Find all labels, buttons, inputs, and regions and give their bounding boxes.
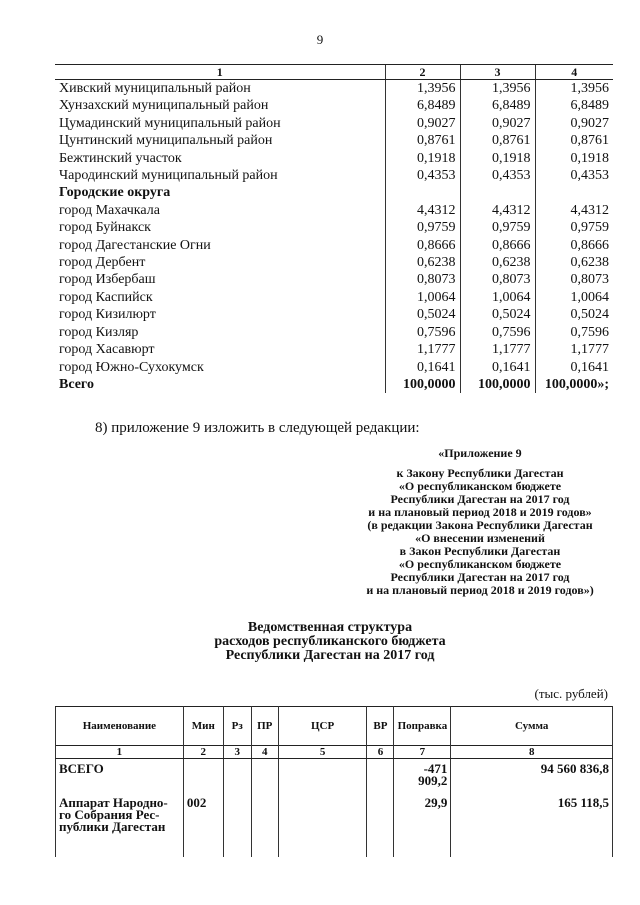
table-row bbox=[55, 97, 613, 114]
column-number: 6 bbox=[367, 746, 394, 759]
column-header: Наименование bbox=[56, 707, 184, 746]
row-value: 4,4312 bbox=[535, 202, 613, 219]
row-name: Хунзахский муниципальный район bbox=[59, 98, 269, 114]
column-header: 2 bbox=[385, 65, 460, 80]
table-cell: ВСЕГО bbox=[56, 759, 184, 788]
table-cell: 29,9 bbox=[394, 787, 451, 857]
table-row bbox=[55, 184, 613, 201]
column-header: ВР bbox=[367, 707, 394, 746]
row-value: 0,5024 bbox=[460, 306, 535, 323]
table-row bbox=[55, 306, 613, 323]
appendix-line: Республики Дагестан на 2017 год bbox=[390, 492, 570, 506]
amendment-text: 8) приложение 9 изложить в следующей редакции: bbox=[95, 420, 420, 436]
table-row bbox=[55, 115, 613, 132]
row-value: 0,8073 bbox=[535, 271, 613, 288]
table-cell: 002 bbox=[183, 787, 223, 857]
column-header: 3 bbox=[460, 65, 535, 80]
row-value: 0,5024 bbox=[535, 306, 613, 323]
row-name: город Кизляр bbox=[59, 324, 139, 340]
table-row bbox=[56, 787, 613, 857]
row-value: 0,8073 bbox=[460, 271, 535, 288]
row-value: 0,5024 bbox=[385, 306, 460, 323]
table-cell bbox=[278, 787, 367, 857]
table-row bbox=[55, 167, 613, 184]
table-row bbox=[55, 150, 613, 167]
row-value: 0,7596 bbox=[460, 324, 535, 341]
column-header: Рз bbox=[223, 707, 251, 746]
column-number: 5 bbox=[278, 746, 367, 759]
row-value: 1,0064 bbox=[535, 289, 613, 306]
row-name: Чародинский муниципальный район bbox=[59, 168, 278, 184]
column-header: Сумма bbox=[451, 707, 613, 746]
row-value: 0,9759 bbox=[535, 219, 613, 236]
row-value: 0,9027 bbox=[385, 115, 460, 132]
appendix-line: «О республиканском бюджете bbox=[398, 479, 562, 493]
column-header: 1 bbox=[55, 65, 385, 80]
row-name: город Дагестанские Огни bbox=[59, 237, 211, 253]
row-name: город Дербент bbox=[59, 255, 146, 271]
table-row bbox=[55, 219, 613, 236]
row-value: 1,1777 bbox=[460, 341, 535, 358]
column-number: 7 bbox=[394, 746, 451, 759]
appendix-line: (в редакции Закона Республики Дагестан bbox=[367, 518, 593, 532]
table-row bbox=[55, 132, 613, 149]
row-value: 0,7596 bbox=[385, 324, 460, 341]
row-value: 0,8761 bbox=[385, 132, 460, 149]
row-name: Цунтинский муниципальный район bbox=[59, 133, 273, 149]
table-cell bbox=[223, 787, 251, 857]
column-header: ЦСР bbox=[278, 707, 367, 746]
row-value: 0,4353 bbox=[460, 167, 535, 184]
row-value: 0,9759 bbox=[385, 219, 460, 236]
row-name: Всего bbox=[59, 376, 94, 392]
row-value: 6,8489 bbox=[460, 97, 535, 114]
row-value: 0,8761 bbox=[460, 132, 535, 149]
page-number: 9 bbox=[316, 32, 324, 47]
row-value bbox=[460, 184, 535, 201]
column-header: Поправка bbox=[394, 707, 451, 746]
expenditure-table bbox=[55, 706, 613, 857]
column-number: 1 bbox=[56, 746, 184, 759]
row-name: город Хасавюрт bbox=[59, 342, 155, 358]
appendix-line: в Закон Республики Дагестан bbox=[399, 544, 561, 558]
row-value: 0,1918 bbox=[385, 150, 460, 167]
table-cell bbox=[223, 759, 251, 788]
table-row bbox=[55, 254, 613, 271]
row-value: 0,4353 bbox=[385, 167, 460, 184]
row-name: Городские округа bbox=[59, 185, 171, 201]
row-name: город Южно-Сухокумск bbox=[59, 359, 204, 375]
column-number: 3 bbox=[223, 746, 251, 759]
row-value: 0,6238 bbox=[535, 254, 613, 271]
row-name: город Кизилюрт bbox=[59, 307, 156, 323]
distribution-table bbox=[55, 64, 613, 393]
row-value: 6,8489 bbox=[535, 97, 613, 114]
row-value: 0,8666 bbox=[460, 237, 535, 254]
column-header: Мин bbox=[183, 707, 223, 746]
column-header: ПР bbox=[251, 707, 278, 746]
table-cell bbox=[367, 759, 394, 788]
row-value: 100,0000 bbox=[460, 376, 535, 393]
row-value: 0,1641 bbox=[535, 359, 613, 376]
row-value bbox=[385, 184, 460, 201]
row-value: 0,6238 bbox=[385, 254, 460, 271]
appendix-line: Республики Дагестан на 2017 год bbox=[390, 570, 570, 584]
column-number-row bbox=[56, 746, 613, 759]
row-name: город Избербаш bbox=[59, 272, 156, 288]
table-cell bbox=[367, 787, 394, 857]
appendix-line: и на плановый период 2018 и 2019 годов» bbox=[368, 505, 592, 519]
row-value: 0,1641 bbox=[385, 359, 460, 376]
table-cell bbox=[183, 759, 223, 788]
row-value: 0,8666 bbox=[385, 237, 460, 254]
table-cell bbox=[251, 787, 278, 857]
row-value: 1,1777 bbox=[535, 341, 613, 358]
row-value: 1,1777 bbox=[385, 341, 460, 358]
table-row bbox=[55, 341, 613, 358]
row-value: 0,9759 bbox=[460, 219, 535, 236]
title-line: расходов республиканского бюджета bbox=[214, 634, 446, 649]
row-value: 0,8666 bbox=[535, 237, 613, 254]
column-number: 8 bbox=[451, 746, 613, 759]
table-cell bbox=[278, 759, 367, 788]
row-value: 0,9027 bbox=[535, 115, 613, 132]
row-value: 1,3956 bbox=[460, 80, 535, 98]
row-name: Бежтинский участок bbox=[59, 150, 182, 166]
column-number: 2 bbox=[183, 746, 223, 759]
appendix-line: «О внесении изменений bbox=[415, 531, 545, 545]
table-row bbox=[55, 80, 613, 98]
table-row bbox=[55, 376, 613, 393]
row-value: 0,1918 bbox=[535, 150, 613, 167]
row-value: 0,9027 bbox=[460, 115, 535, 132]
unit-label: (тыс. рублей) bbox=[534, 686, 608, 701]
table-cell: -471 909,2 bbox=[394, 759, 451, 788]
table-row bbox=[55, 289, 613, 306]
row-value: 0,1641 bbox=[460, 359, 535, 376]
title-line: Ведомственная структура bbox=[247, 620, 413, 635]
table-cell: Аппарат Народно-го Собрания Рес-публики Дагестан bbox=[56, 787, 184, 857]
table-row bbox=[56, 759, 613, 788]
row-value: 0,7596 bbox=[535, 324, 613, 341]
column-header: 4 bbox=[535, 65, 613, 80]
row-value: 4,4312 bbox=[385, 202, 460, 219]
appendix-line: к Закону Республики Дагестан bbox=[396, 466, 564, 480]
row-value bbox=[535, 184, 613, 201]
appendix-heading bbox=[330, 447, 630, 597]
row-value: 100,0000 bbox=[385, 376, 460, 393]
appendix-title: «Приложение 9 bbox=[438, 446, 522, 460]
row-value: 0,6238 bbox=[460, 254, 535, 271]
row-name: Цумадинский муниципальный район bbox=[59, 115, 281, 131]
row-value: 0,4353 bbox=[535, 167, 613, 184]
row-value: 1,3956 bbox=[385, 80, 460, 98]
title-line: Республики Дагестан на 2017 год bbox=[225, 648, 435, 663]
document-title bbox=[0, 621, 640, 663]
table-row bbox=[55, 271, 613, 288]
row-value: 0,8761 bbox=[535, 132, 613, 149]
row-name: Хивский муниципальный район bbox=[59, 81, 251, 96]
table-cell: 94 560 836,8 bbox=[451, 759, 613, 788]
row-value: 1,0064 bbox=[460, 289, 535, 306]
table-row bbox=[55, 237, 613, 254]
row-name: город Каспийск bbox=[59, 289, 153, 305]
table-row bbox=[55, 202, 613, 219]
table-cell: 165 118,5 bbox=[451, 787, 613, 857]
table-row bbox=[55, 324, 613, 341]
row-name: город Буйнакск bbox=[59, 220, 151, 236]
appendix-line: и на плановый период 2018 и 2019 годов») bbox=[366, 583, 594, 597]
row-value: 100,0000»; bbox=[535, 376, 613, 393]
appendix-line: «О республиканском бюджете bbox=[398, 557, 562, 571]
column-number: 4 bbox=[251, 746, 278, 759]
table-row bbox=[55, 359, 613, 376]
row-value: 1,3956 bbox=[535, 80, 613, 98]
table-cell bbox=[251, 759, 278, 788]
row-value: 6,8489 bbox=[385, 97, 460, 114]
row-value: 4,4312 bbox=[460, 202, 535, 219]
row-value: 0,1918 bbox=[460, 150, 535, 167]
row-value: 0,8073 bbox=[385, 271, 460, 288]
row-name: город Махачкала bbox=[59, 202, 160, 218]
row-value: 1,0064 bbox=[385, 289, 460, 306]
